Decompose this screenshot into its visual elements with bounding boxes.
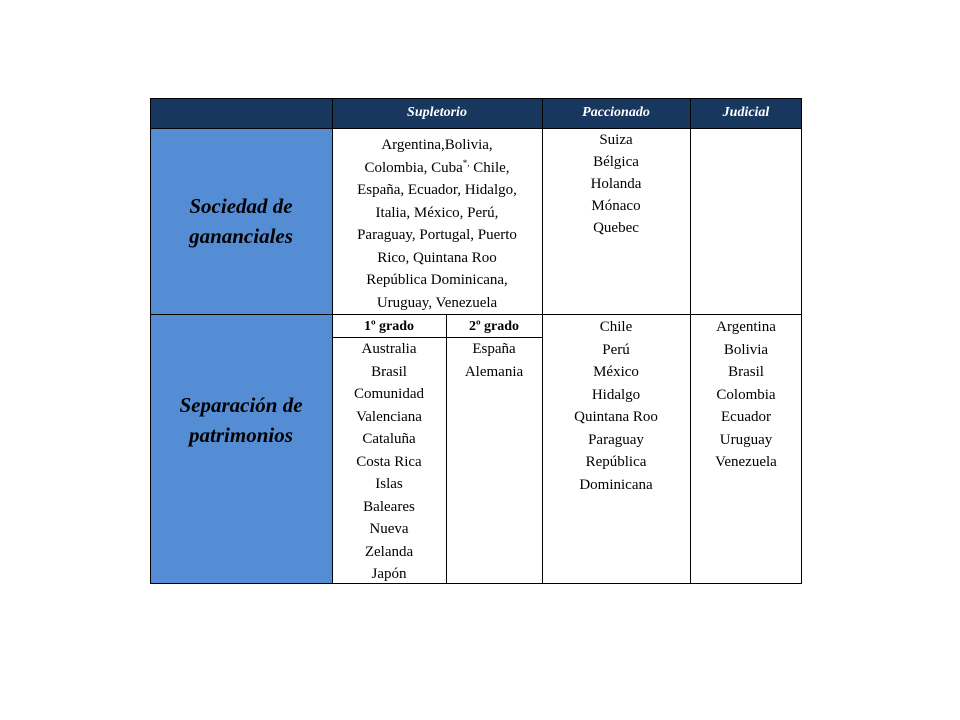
grid-line	[332, 98, 333, 584]
regimes-table	[150, 98, 802, 584]
header-paccionado: Paccionado	[542, 98, 690, 128]
sociedad-judicial-cell	[690, 128, 802, 314]
country-line: Comunidad	[354, 386, 424, 402]
country-line: Bolivia	[723, 341, 769, 358]
grid-line	[150, 128, 802, 129]
grid-line	[150, 583, 802, 584]
country-line: Baleares	[363, 498, 415, 515]
header-corner	[150, 98, 332, 128]
country-line: República Dominicana,	[366, 272, 508, 288]
row-label-sociedad-line-2: gananciales	[189, 224, 293, 248]
row-label-sociedad	[150, 128, 332, 314]
grid-line	[150, 98, 151, 584]
country-line: Quebec	[593, 220, 639, 236]
grado-1-label: 1º grado	[363, 319, 415, 334]
country-text: Colombia, Cuba	[364, 159, 463, 176]
country-line: República	[585, 454, 647, 470]
separacion-judicial-cell	[690, 316, 802, 584]
country-line: Chile	[599, 319, 633, 335]
country-line: Argentina,Bolivia,	[381, 137, 493, 153]
country-line: Venezuela	[715, 454, 777, 470]
country-line: Bélgica	[593, 154, 639, 170]
country-text: Chile,	[469, 159, 510, 176]
sociedad-paccionado-cell	[542, 129, 690, 314]
row-label-sociedad-line-1: Sociedad de	[189, 194, 293, 218]
header-supletorio: Supletorio	[332, 98, 542, 128]
country-line: Uruguay, Venezuela	[376, 294, 498, 311]
country-line: Dominicana	[579, 476, 653, 493]
country-line: Cataluña	[362, 431, 416, 447]
sociedad-supletorio-cell	[332, 134, 542, 314]
country-line: Paraguay	[588, 431, 644, 448]
country-line: Argentina	[716, 319, 776, 335]
country-line: Italia, México, Perú,	[375, 204, 499, 221]
country-line: Quintana Roo	[574, 409, 658, 425]
country-line: Uruguay	[719, 431, 773, 448]
header-judicial: Judicial	[690, 98, 802, 128]
country-line: Suiza	[599, 132, 633, 148]
grid-line	[332, 337, 542, 338]
country-line: Australia	[361, 341, 417, 357]
country-line: Mónaco	[591, 198, 641, 214]
country-line: Paraguay, Portugal, Puerto	[357, 227, 517, 243]
country-line: Colombia	[716, 386, 776, 403]
country-line: Alemania	[464, 363, 524, 380]
row-label-separacion	[150, 314, 332, 584]
grado-1-cell	[332, 338, 446, 584]
row-label-separacion-line-2: patrimonios	[189, 423, 293, 447]
grid-line	[150, 314, 802, 315]
country-line: Hidalgo	[591, 386, 641, 403]
country-line: Rico, Quintana Roo	[377, 249, 497, 266]
country-line: México	[593, 364, 639, 380]
country-line: Islas	[375, 476, 403, 492]
grado-2-cell	[446, 338, 542, 584]
country-line: Brasil	[728, 364, 764, 380]
country-line: Valenciana	[356, 408, 422, 425]
country-line: Japón	[371, 566, 407, 582]
country-line: Brasil	[371, 363, 407, 380]
country-line: Perú	[602, 341, 630, 358]
country-line: Costa Rica	[356, 453, 422, 470]
country-line: España	[472, 341, 516, 357]
row-label-separacion-line-1: Separación de	[179, 393, 303, 417]
grid-line	[542, 98, 543, 584]
grid-line	[150, 98, 802, 99]
country-line: España, Ecuador, Hidalgo,	[357, 182, 517, 198]
separacion-paccionado-cell	[542, 316, 690, 584]
country-line: Zelanda	[364, 543, 414, 560]
country-line: Holanda	[590, 176, 642, 192]
country-line: Ecuador	[721, 409, 771, 425]
country-line: Nueva	[369, 521, 409, 537]
grid-line	[690, 98, 691, 584]
cuba-footnote-marker: *,	[462, 157, 470, 168]
grado-2-label: 2º grado	[468, 319, 520, 334]
grid-line	[446, 314, 447, 584]
grid-line	[801, 98, 802, 584]
country-line	[332, 157, 542, 180]
